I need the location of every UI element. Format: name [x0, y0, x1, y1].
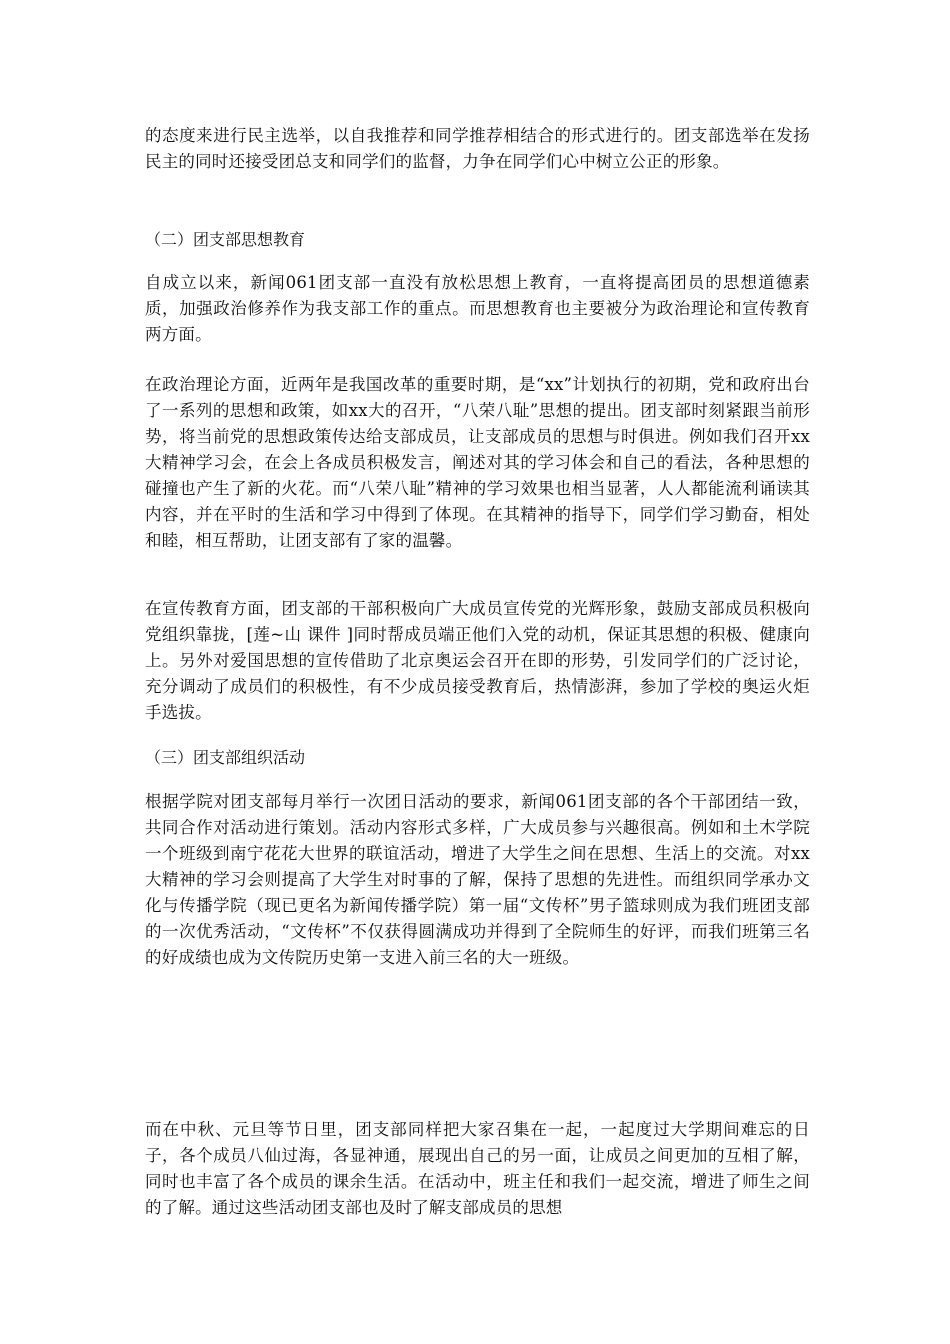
paragraph-holiday-gatherings: 而在中秋、元旦等节日里，团支部同样把大家召集在一起，一起度过大学期间难忘的日子，各个成员八仙过海，各显神通，展现出自己的另一面，让成员之间更加的互相了解，同时也丰富了各个成员的课余生活。在活动中，班主任和我们一起交流，增进了师生之间的了解。通过这些活动团支部也及时了解支部成员的思想 — [145, 1120, 810, 1217]
section-heading-organized-activities: （三）团支部组织活动 — [145, 748, 306, 767]
section-heading-ideological-education: （二）团支部思想教育 — [145, 230, 306, 249]
paragraph-league-day-activities: 根据学院对团支部每月举行一次团日活动的要求，新闻061团支部的各个干部团结一致，共同合作对活动进行策划。活动内容形式多样，广大成员参与兴趣很高。例如和土木学院一个班级到南宁花花大世界的联谊活动，增进了大学生之间在思想、生活上的交流。对xx大精神的学习会则提高了大学生对时事的了解，保持了思想的先进性。而组织同学承办文化与传播学院（现已更名为新闻传播学院）第一届“文传杯”男子篮球则成为我们班团支部的一次优秀活动，“文传杯”不仅获得圆满成功并得到了全院师生的好评，而我们班第三名的好成绩也成为文传院历史第一支进入前三名的大一班级。 — [145, 792, 810, 967]
paragraph-ideological-education-intro: 自成立以来，新闻061团支部一直没有放松思想上教育，一直将提高团员的思想道德素质，加强政治修养作为我支部工作的重点。而思想教育也主要被分为政治理论和宣传教育两方面。 — [145, 273, 810, 344]
paragraph-publicity-education: 在宣传教育方面，团支部的干部积极向广大成员宣传党的光辉形象，鼓励支部成员积极向党组织靠拢，[莲~山 课件 ]同时帮成员端正他们入党的动机，保证其思想的积极、健康向上。另外对爱国思想的宣传借助了北京奥运会召开在即的形势，引发同学们的广泛讨论，充分调动了成员们的积极性，有不少成员接受教育后，热情澎湃，参加了学校的奥运火炬手选拔。 — [145, 599, 810, 722]
paragraph-democratic-election: 的态度来进行民主选举，以自我推荐和同学推荐相结合的形式进行的。团支部选举在发扬民主的同时还接受团总支和同学们的监督，力争在同学们心中树立公正的形象。 — [145, 126, 810, 171]
paragraph-political-theory: 在政治理论方面，近两年是我国改革的重要时期，是“xx”计划执行的初期，党和政府出台了一系列的思想和政策，如xx大的召开，“八荣八耻”思想的提出。团支部时刻紧跟当前形势，将当前党的思想政策传达给支部成员，让支部成员的思想与时俱进。例如我们召开xx大精神学习会，在会上各成员积极发言，阐述对其的学习体会和自己的看法，各种思想的碰撞也产生了新的火花。而“八荣八耻”精神的学习效果也相当显著，人人都能流利诵读其内容，并在平时的生活和学习中得到了体现。在其精神的指导下，同学们学习勤奋，相处和睦，相互帮助，让团支部有了家的温馨。 — [145, 375, 810, 550]
